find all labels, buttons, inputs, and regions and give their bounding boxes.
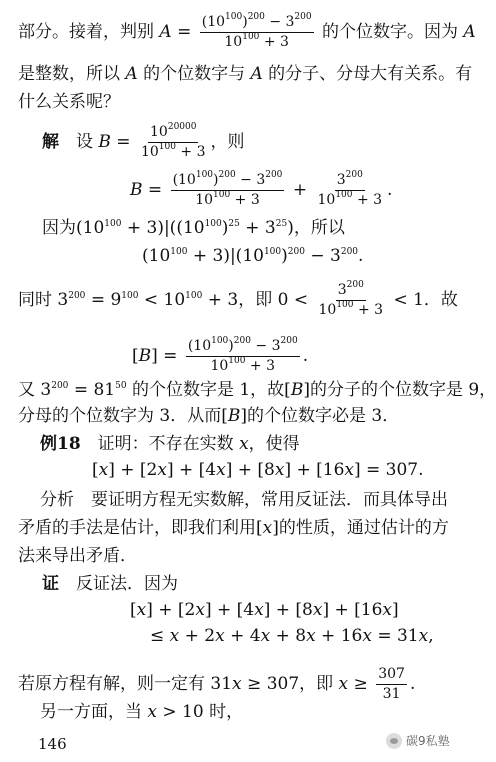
text-line-15: 矛盾的手法是估计，即我们利用[x]的性质，通过估计的方 [18, 518, 449, 538]
text-line-6: 因为$(10^{100} + 3)|((10^{100})^{25} + 3^{25})$，所以 [42, 218, 345, 238]
text-line-20: 若原方程有解，则一定有 31x ≥ 307，即 x ≥ $\frac{307}{31}$ . [18, 666, 416, 702]
text-line-2: 是整数，所以 A 的个位数字与 A 的分子、分母大有关系。有 [18, 64, 473, 84]
text-line-8: 同时 $3^{200} = 9^{100} < 10^{100} + 3$，即 0 < $\frac{3^{200}}{10^{100} + 3}$ < 1．故 [18, 280, 458, 318]
text-line-10: 又 $3^{200} = 81^{50}$ 的个位数字是 1，故[B]的分子的个位数字是 9， [18, 380, 496, 400]
text-line-21: 另一方面，当 x > 10 时， [40, 702, 244, 722]
text-line-18: [x] + [2x] + [4x] + [8x] + [16x] [130, 600, 399, 620]
text-line-7: $(10^{100} + 3)|(10^{100})^{200} - 3^{200}$. [142, 246, 364, 266]
text-line-17: 证 反证法．因为 [42, 574, 178, 594]
text-line-9: [B] = $\frac{(10^{100})^{200} - 3^{200}}{10^{100} + 3}$ . [132, 336, 309, 374]
text-line-3: 什么关系呢？ [18, 92, 120, 112]
text-line-5: B = $\frac{(10^{100})^{200} - 3^{200}}{10^{100} + 3}$ + $\frac{3^{200}}{10^{100} + 3}$ . [130, 170, 393, 208]
watermark [386, 732, 450, 749]
text-line-1: 部分。接着，判别 A = $\frac{(10^{100})^{200} - 3^{200}}{10^{100} + 3}$ 的个位数字。因为 A [18, 12, 476, 50]
watermark-text: 碳9私塾 [406, 734, 450, 748]
text-line-13: [x] + [2x] + [4x] + [8x] + [16x] = 307. [92, 460, 424, 480]
text-line-12: 例18 证明：不存在实数 x，使得 [40, 434, 300, 454]
text-line-14: 分析 要证明方程无实数解，常用反证法．而具体导出 [40, 490, 448, 510]
text-line-16: 法来导出矛盾． [18, 546, 137, 566]
text-line-19: ≤ x + 2x + 4x + 8x + 16x = 31x, [150, 626, 434, 646]
page-number: 146 [38, 735, 67, 753]
text-line-11: 分母的个位数字为 3．从而[B]的个位数字必是 3． [18, 406, 400, 426]
text-line-4: 解 设 B = $\frac{10^{20000}}{10^{100} + 3}$ ，则 [42, 122, 245, 160]
wechat-icon [386, 733, 402, 749]
